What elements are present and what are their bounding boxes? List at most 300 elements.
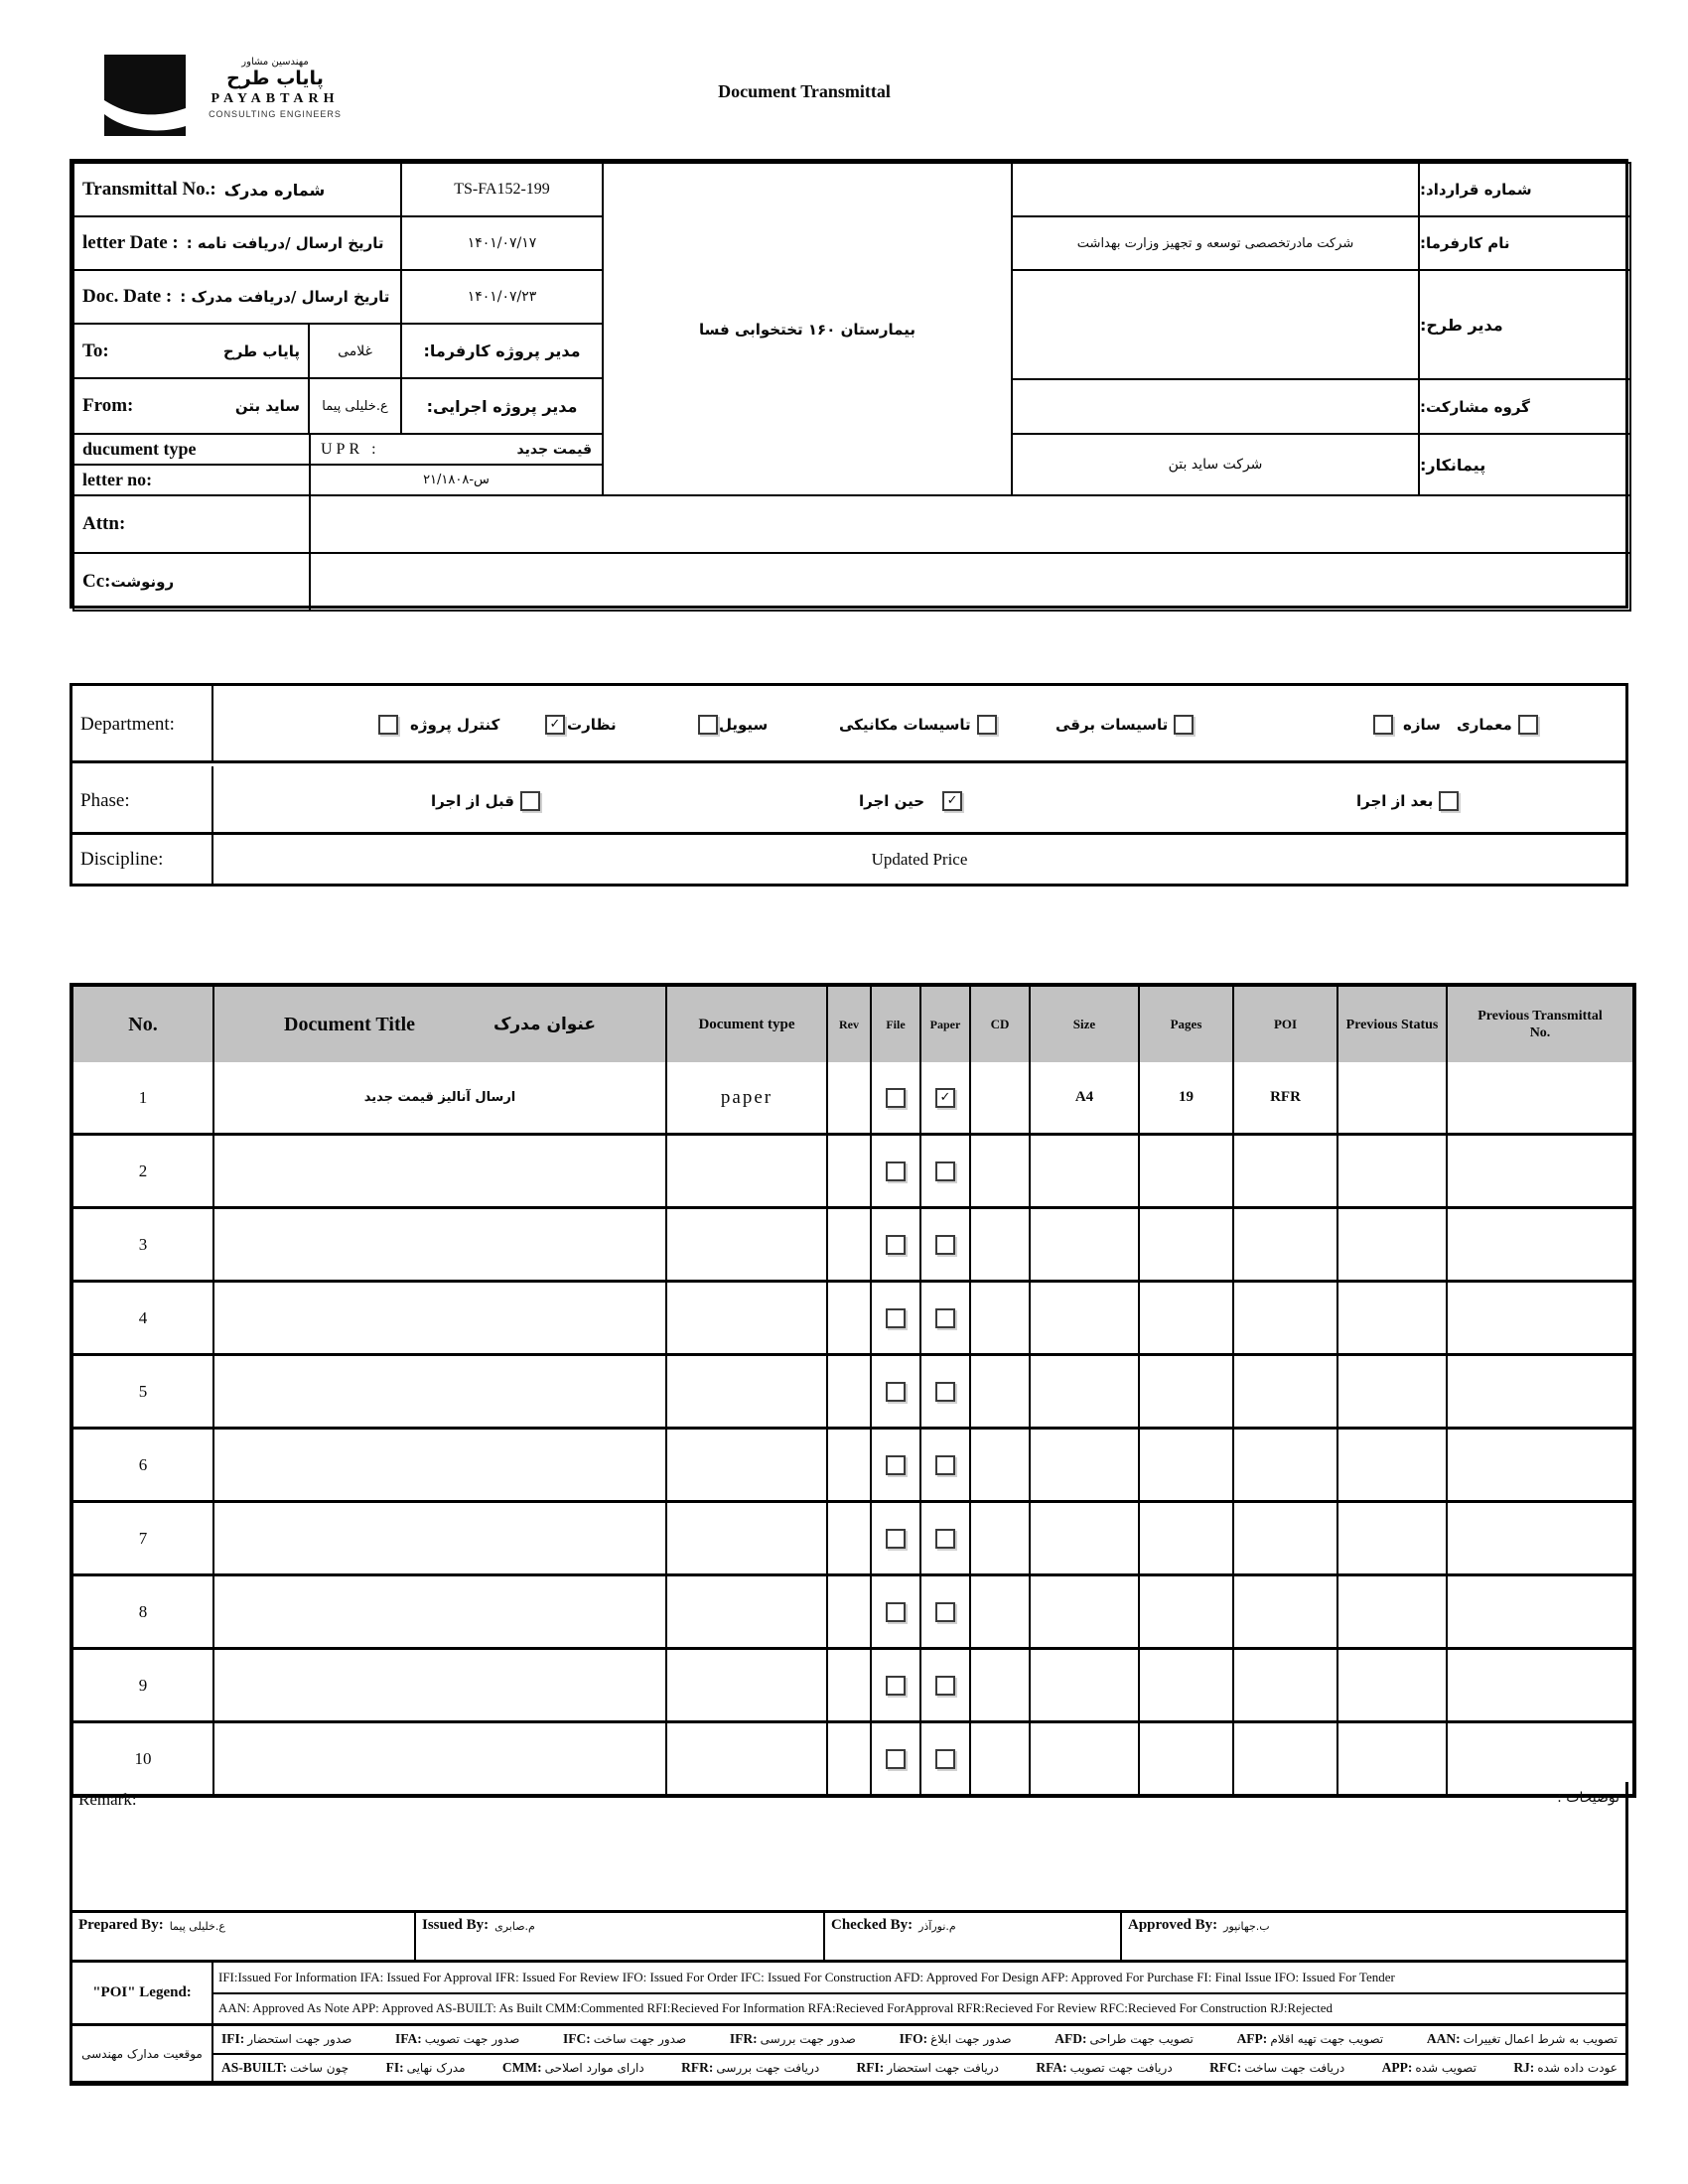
phase-option-label: حین اجرا	[859, 791, 925, 810]
dept-project-control-checkbox[interactable]	[378, 715, 398, 735]
file-checkbox[interactable]	[886, 1308, 906, 1328]
poi-legend-fa-line2	[213, 2055, 1625, 2082]
legend-acro: RFR:	[681, 2059, 714, 2075]
row-title	[212, 1136, 665, 1206]
legend-acro: IFR:	[729, 2031, 758, 2047]
legend-pair	[1055, 2031, 1194, 2047]
legend-pair	[681, 2060, 819, 2076]
row-paper	[919, 1062, 969, 1133]
header-table	[70, 159, 1628, 609]
letter-date-label: letter Date :	[82, 232, 179, 253]
filters-table	[70, 683, 1628, 887]
row-prev-transmittal	[1446, 1650, 1632, 1720]
legend-acro: IFC:	[563, 2031, 591, 2047]
row-size	[1029, 1503, 1138, 1573]
row-file	[870, 1062, 919, 1133]
row-no: 3	[138, 1234, 148, 1254]
cc-label-fa: رونوشت	[110, 573, 175, 591]
col-cd: CD	[969, 987, 1029, 1062]
row-paper	[919, 1503, 969, 1573]
col-title-fa: عنوان مدرک	[492, 1015, 596, 1034]
poi-legend-line1: IFI:Issued For Information IFA: Issued For Approval IFR: Issued For Review IFO: Issued For Order IFC: Issued For Construction AFD: Approved For Design AFP: Approved For Purchase FI: Final Issue IFO: Issued For Tender	[213, 1963, 1625, 1994]
row-rev	[826, 1283, 870, 1353]
doc-date-label-cell	[72, 269, 402, 325]
prepared-by-value: ع.خلیلی پیما	[169, 1920, 225, 1933]
row-rev	[826, 1062, 870, 1133]
to-role: مدیر پروژه کارفرما:	[400, 323, 604, 379]
legend-acro: RFI:	[856, 2059, 885, 2075]
legend-pair	[857, 2060, 999, 2076]
dept-civil-checkbox[interactable]	[698, 715, 718, 735]
checked-by-cell	[825, 1913, 1122, 1960]
row-file	[870, 1209, 919, 1280]
legend-acro: RFA:	[1036, 2059, 1067, 2075]
from-role: مدیر پروژه اجرایی:	[400, 377, 604, 435]
legend-text: تصویب جهت طراحی	[1089, 2032, 1194, 2047]
row-poi	[1232, 1430, 1336, 1500]
col-title	[212, 987, 665, 1062]
legend-acro: IFI:	[221, 2031, 245, 2047]
poi-legend-label-cell	[72, 1963, 213, 2023]
row-title	[212, 1650, 665, 1720]
legend-text: دریافت جهت بررسی	[716, 2060, 820, 2075]
row-paper	[919, 1209, 969, 1280]
dept-option-label: سازه	[1403, 716, 1441, 734]
row-prev-status	[1336, 1209, 1446, 1280]
row-pages	[1138, 1209, 1232, 1280]
file-checkbox[interactable]	[886, 1161, 906, 1181]
legend-text: تصویب جهت تهیه اقلام	[1270, 2032, 1384, 2047]
document-type-fa: قیمت جدید	[516, 441, 592, 458]
col-prev-transmittal: Previous Transmittal No.	[1446, 987, 1632, 1062]
dept-option-electrical	[1055, 686, 1194, 763]
transmittal-no-label-fa: شماره مدرک	[223, 180, 326, 200]
legend-pair	[386, 2060, 466, 2076]
row-cd	[969, 1209, 1029, 1280]
document-type-label: ducument type	[72, 433, 311, 466]
row-file	[870, 1650, 919, 1720]
row-poi	[1232, 1136, 1336, 1206]
row-prev-transmittal	[1446, 1062, 1632, 1133]
department-label: Department:	[72, 686, 213, 763]
dept-architecture-checkbox[interactable]	[1518, 715, 1538, 735]
file-checkbox[interactable]	[886, 1088, 906, 1108]
row-pages	[1138, 1576, 1232, 1647]
letter-date-value: ۱۴۰۱/۰۷/۱۷	[400, 215, 604, 271]
paper-checkbox[interactable]	[935, 1235, 955, 1255]
legend-text: چون ساخت	[290, 2060, 350, 2075]
doc-date-label: Doc. Date :	[82, 286, 173, 307]
row-title	[212, 1576, 665, 1647]
row-title	[212, 1283, 665, 1353]
table-row	[73, 1206, 1632, 1280]
poi-legend-fa	[70, 2026, 1628, 2086]
jv-group-label: گروه مشارکت:	[1418, 378, 1631, 435]
row-cd	[969, 1062, 1029, 1133]
to-value: پایاب طرح	[222, 341, 300, 360]
row-prev-status	[1336, 1430, 1446, 1500]
legend-text: دریافت جهت ساخت	[1244, 2060, 1345, 2075]
issued-by-value: م.صابری	[494, 1920, 535, 1933]
row-prev-status	[1336, 1062, 1446, 1133]
letter-no-value: س-۲۱/۱۸۰۸	[309, 464, 604, 496]
col-size: Size	[1029, 987, 1138, 1062]
legend-acro: AS-BUILT:	[221, 2059, 288, 2075]
phase-before-checkbox[interactable]	[520, 791, 540, 811]
logo-en-subtitle: CONSULTING ENGINEERS	[209, 109, 342, 119]
paper-checkbox[interactable]	[935, 1602, 955, 1622]
row-type	[665, 1430, 826, 1500]
row-type	[665, 1209, 826, 1280]
legend-pair	[1237, 2031, 1384, 2047]
row-poi	[1232, 1283, 1336, 1353]
legend-acro: RJ:	[1513, 2059, 1535, 2075]
table-row	[73, 1353, 1632, 1427]
row-pages	[1138, 1356, 1232, 1427]
col-file: File	[870, 987, 919, 1062]
col-paper: Paper	[919, 987, 969, 1062]
legend-text: صدور جهت ساخت	[593, 2032, 687, 2047]
phase-items	[213, 766, 1625, 835]
contractor-value: شرکت ساید بتن	[1011, 433, 1420, 496]
project-manager-label: مدیر طرح:	[1418, 269, 1631, 380]
row-file	[870, 1136, 919, 1206]
dept-option-label: معماری	[1457, 716, 1512, 734]
transmittal-no-value: TS-FA152-199	[400, 162, 604, 217]
dept-option-label: کنترل پروژه	[410, 716, 500, 734]
phase-after-checkbox[interactable]	[1439, 791, 1459, 811]
row-cd	[969, 1356, 1029, 1427]
row-prev-status	[1336, 1283, 1446, 1353]
prepared-by-label: Prepared By:	[78, 1917, 164, 1933]
row-size	[1029, 1430, 1138, 1500]
col-poi: POI	[1232, 987, 1336, 1062]
attn-value	[309, 494, 1631, 554]
row-cd	[969, 1576, 1029, 1647]
row-rev	[826, 1136, 870, 1206]
legend-pair	[1209, 2060, 1344, 2076]
row-poi	[1232, 1356, 1336, 1427]
logo-fa-name: پایاب طرح	[226, 68, 324, 89]
paper-checkbox[interactable]	[935, 1529, 955, 1549]
paper-checkbox[interactable]	[935, 1308, 955, 1328]
legend-acro: AFD:	[1055, 2031, 1087, 2047]
file-checkbox[interactable]	[886, 1529, 906, 1549]
legend-text: صدور جهت ابلاغ	[930, 2032, 1012, 2047]
approved-by-cell	[1122, 1913, 1625, 1960]
row-type	[665, 1356, 826, 1427]
page-title: Document Transmittal	[718, 81, 891, 101]
row-pages: 19	[1138, 1062, 1232, 1133]
row-prev-transmittal	[1446, 1430, 1632, 1500]
legend-acro: RFC:	[1209, 2059, 1242, 2075]
row-no: 7	[138, 1528, 148, 1548]
phase-during-checkbox[interactable]: ✓	[942, 791, 962, 811]
row-prev-transmittal	[1446, 1136, 1632, 1206]
remark-section	[70, 1782, 1628, 1913]
legend-text: صدور جهت بررسی	[760, 2032, 856, 2047]
row-title	[212, 1356, 665, 1427]
doc-date-value: ۱۴۰۱/۰۷/۲۳	[400, 269, 604, 325]
col-rev: Rev	[826, 987, 870, 1062]
row-pages	[1138, 1650, 1232, 1720]
legend-text: دریافت جهت استحضار	[887, 2060, 999, 2075]
row-pages	[1138, 1283, 1232, 1353]
letter-no-label: letter no:	[72, 464, 311, 496]
col-pages: Pages	[1138, 987, 1232, 1062]
legend-pair	[1036, 2060, 1172, 2076]
row-prev-status	[1336, 1356, 1446, 1427]
contract-no-label: شماره قرارداد:	[1418, 162, 1631, 217]
contract-no-value	[1011, 162, 1420, 217]
letter-date-label-cell	[72, 215, 402, 271]
row-size: A4	[1029, 1062, 1138, 1133]
paper-checkbox[interactable]	[935, 1676, 955, 1696]
dept-option-mechanical	[839, 686, 997, 763]
row-rev	[826, 1503, 870, 1573]
row-paper	[919, 1576, 969, 1647]
row-file	[870, 1503, 919, 1573]
file-checkbox[interactable]	[886, 1602, 906, 1622]
logo-en-name: PAYABTARH	[211, 91, 340, 106]
table-row	[73, 1427, 1632, 1500]
row-cd	[969, 1136, 1029, 1206]
document-type-value-cell	[309, 433, 604, 466]
poi-legend-label: "POI" Legend:	[92, 1984, 192, 2000]
paper-checkbox[interactable]	[935, 1455, 955, 1475]
phase-option-label: بعد از اجرا	[1356, 791, 1434, 810]
checked-by-value: م.نورآذر	[918, 1920, 956, 1933]
client-name-value: شرکت مادرتخصصی توسعه و تجهیز وزارت بهداشت	[1011, 215, 1420, 271]
legend-pair	[502, 2060, 644, 2076]
row-title: ارسال آنالیز قیمت جدید	[212, 1062, 665, 1133]
row-file	[870, 1576, 919, 1647]
issued-by-label: Issued By:	[422, 1917, 490, 1933]
legend-acro: IFA:	[395, 2031, 422, 2047]
dept-structure-checkbox[interactable]	[1373, 715, 1393, 735]
logo	[104, 55, 354, 136]
legend-pair	[900, 2031, 1012, 2047]
row-no: 2	[138, 1160, 148, 1180]
row-prev-transmittal	[1446, 1209, 1632, 1280]
dept-option-label: تاسیسات برقی	[1055, 716, 1169, 734]
col-title-en: Document Title	[284, 1013, 416, 1035]
legend-text: تصویب به شرط اعمال تغییرات	[1463, 2032, 1618, 2047]
department-items	[213, 686, 1625, 763]
paper-checkbox[interactable]: ✓	[935, 1088, 955, 1108]
table-row	[73, 1500, 1632, 1573]
to-label: To:	[82, 340, 109, 361]
row-type	[665, 1503, 826, 1573]
poi-legend-fa-line1	[213, 2026, 1625, 2055]
file-checkbox[interactable]	[886, 1676, 906, 1696]
row-paper	[919, 1356, 969, 1427]
payabtarh-logo-icon	[104, 55, 186, 136]
phase-label: Phase:	[72, 766, 213, 835]
letter-date-label-fa: تاریخ ارسال /دریافت نامه :	[186, 234, 384, 252]
row-paper	[919, 1283, 969, 1353]
legend-pair	[1382, 2060, 1477, 2076]
legend-text: صدور جهت تصویب	[424, 2032, 520, 2047]
row-no: 1	[138, 1087, 148, 1107]
row-no: 5	[138, 1381, 148, 1401]
row-size	[1029, 1356, 1138, 1427]
dept-option-project-control	[378, 686, 499, 763]
legend-pair	[1513, 2060, 1618, 2076]
row-type	[665, 1576, 826, 1647]
paper-checkbox[interactable]	[935, 1749, 955, 1769]
from-person: ع.خلیلی پیما	[308, 377, 402, 435]
legend-pair	[221, 2060, 349, 2076]
file-checkbox[interactable]	[886, 1235, 906, 1255]
poi-legend-fa-label: موقعیت مدارک مهندسی	[81, 2046, 203, 2061]
discipline-value: Updated Price	[871, 849, 968, 869]
row-type: paper	[665, 1062, 826, 1133]
project-name: بیمارستان ۱۶۰ تختخوابی فسا	[602, 162, 1013, 496]
contractor-label: پیمانکار:	[1418, 433, 1631, 496]
row-rev	[826, 1209, 870, 1280]
from-label: From:	[82, 395, 134, 416]
phase-option-label: قبل از اجرا	[431, 791, 514, 810]
document-table	[70, 983, 1636, 1798]
attn-label: Attn:	[72, 494, 311, 554]
phase-option-after-execution	[1356, 766, 1459, 835]
row-poi: RFR	[1232, 1062, 1336, 1133]
row-title	[212, 1503, 665, 1573]
dept-electrical-checkbox[interactable]	[1174, 715, 1194, 735]
document-table-header	[73, 987, 1632, 1062]
table-row	[73, 1573, 1632, 1647]
file-checkbox[interactable]	[886, 1455, 906, 1475]
row-type	[665, 1650, 826, 1720]
jv-group-value	[1011, 378, 1420, 435]
row-pages	[1138, 1136, 1232, 1206]
legend-acro: CMM:	[501, 2059, 542, 2075]
row-no: 9	[138, 1675, 148, 1695]
approved-by-label: Approved By:	[1128, 1917, 1218, 1933]
row-prev-status	[1336, 1503, 1446, 1573]
row-pages	[1138, 1430, 1232, 1500]
dept-option-supervision	[545, 686, 617, 763]
client-name-label: نام کارفرما:	[1418, 215, 1631, 271]
dept-mechanical-checkbox[interactable]	[977, 715, 997, 735]
phase-option-before-execution	[431, 766, 540, 835]
legend-pair	[1427, 2031, 1618, 2047]
row-pages	[1138, 1503, 1232, 1573]
row-cd	[969, 1650, 1029, 1720]
legend-acro: AAN:	[1426, 2031, 1461, 2047]
phase-option-during-execution	[859, 766, 962, 835]
col-prev-status: Previous Status	[1336, 987, 1446, 1062]
row-prev-transmittal	[1446, 1576, 1632, 1647]
document-type-code: UPR :	[321, 440, 380, 458]
poi-legend-fa-label-cell	[72, 2026, 213, 2081]
col-no: No.	[128, 1013, 158, 1035]
remark-label: Remark:	[78, 1790, 137, 1809]
dept-option-structure	[1373, 686, 1441, 763]
row-size	[1029, 1136, 1138, 1206]
dept-option-architecture	[1457, 686, 1538, 763]
from-cell	[72, 377, 310, 435]
legend-acro: IFO:	[899, 2031, 928, 2047]
row-prev-transmittal	[1446, 1356, 1632, 1427]
row-poi	[1232, 1576, 1336, 1647]
row-size	[1029, 1283, 1138, 1353]
dept-option-label: سیویل	[719, 716, 769, 734]
legend-pair	[730, 2031, 856, 2047]
row-size	[1029, 1576, 1138, 1647]
legend-pair	[563, 2031, 686, 2047]
legend-acro: APP:	[1381, 2059, 1413, 2075]
legend-text: دارای موارد اصلاحی	[544, 2060, 644, 2075]
row-prev-transmittal	[1446, 1283, 1632, 1353]
row-cd	[969, 1503, 1029, 1573]
row-rev	[826, 1576, 870, 1647]
legend-acro: AFP:	[1236, 2031, 1268, 2047]
discipline-label: Discipline:	[72, 835, 213, 884]
approved-by-value: ب.جهانپور	[1223, 1920, 1270, 1933]
row-prev-status	[1336, 1576, 1446, 1647]
table-row	[73, 1647, 1632, 1720]
dept-option-label: نظارت	[567, 716, 617, 734]
row-rev	[826, 1650, 870, 1720]
paper-checkbox[interactable]	[935, 1382, 955, 1402]
row-poi	[1232, 1650, 1336, 1720]
row-poi	[1232, 1209, 1336, 1280]
row-cd	[969, 1283, 1029, 1353]
checked-by-label: Checked By:	[831, 1917, 914, 1933]
prepared-by-cell	[72, 1913, 416, 1960]
row-paper	[919, 1430, 969, 1500]
row-file	[870, 1356, 919, 1427]
signature-row	[70, 1913, 1628, 1963]
row-prev-status	[1336, 1650, 1446, 1720]
doc-date-label-fa: تاریخ ارسال /دریافت مدرک :	[180, 288, 390, 306]
issued-by-cell	[416, 1913, 825, 1960]
project-manager-value	[1011, 269, 1420, 380]
cc-value	[309, 552, 1631, 612]
legend-text: صدور جهت استحضار	[247, 2032, 352, 2047]
row-type	[665, 1283, 826, 1353]
table-row	[73, 1062, 1632, 1133]
row-no: 10	[134, 1748, 152, 1768]
legend-pair	[221, 2031, 352, 2047]
dept-option-label: تاسیسات مکانیکی	[839, 716, 971, 734]
row-no: 8	[138, 1601, 148, 1621]
legend-text: مدرک نهایی	[406, 2060, 466, 2075]
file-checkbox[interactable]	[886, 1749, 906, 1769]
legend-text: دریافت جهت تصویب	[1069, 2060, 1173, 2075]
row-type	[665, 1136, 826, 1206]
cc-cell	[72, 552, 311, 612]
table-row	[73, 1280, 1632, 1353]
row-poi	[1232, 1503, 1336, 1573]
row-paper	[919, 1650, 969, 1720]
legend-text: تصویب شده	[1415, 2060, 1477, 2075]
legend-pair	[395, 2031, 519, 2047]
row-title	[212, 1430, 665, 1500]
from-value: ساید بتن	[234, 397, 300, 415]
row-cd	[969, 1430, 1029, 1500]
table-row	[73, 1133, 1632, 1206]
row-prev-status	[1336, 1136, 1446, 1206]
row-title	[212, 1209, 665, 1280]
paper-checkbox[interactable]	[935, 1161, 955, 1181]
logo-fa-tagline: مهندسین مشاور	[241, 57, 309, 68]
file-checkbox[interactable]	[886, 1382, 906, 1402]
row-paper	[919, 1136, 969, 1206]
dept-supervision-checkbox[interactable]: ✓	[545, 715, 565, 735]
